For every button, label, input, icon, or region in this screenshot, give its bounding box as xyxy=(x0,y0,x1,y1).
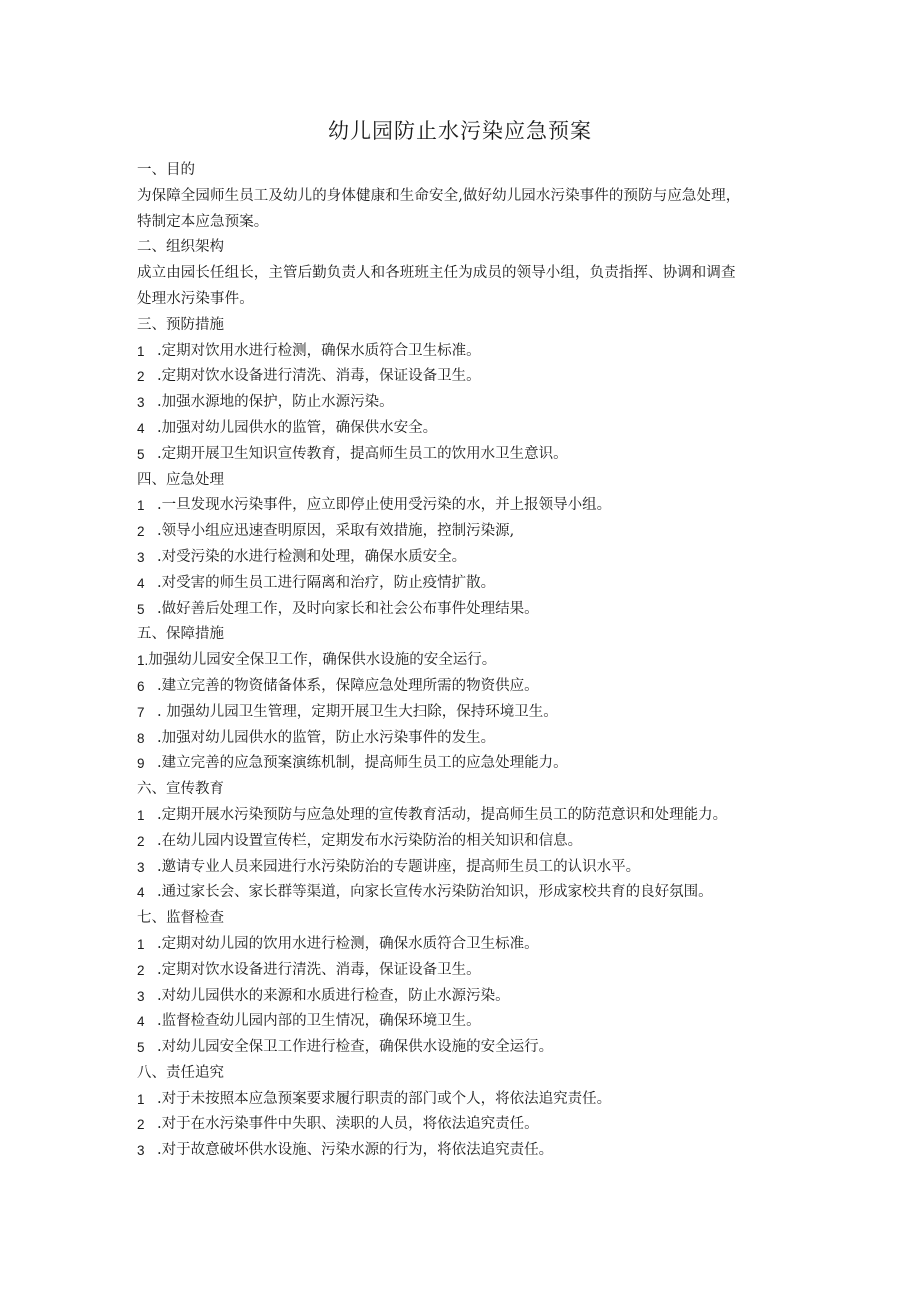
list-item-number: 1. xyxy=(137,653,149,669)
list-item-number: 2 xyxy=(137,833,145,849)
list-item-text: .定期对饮水设备进行清洗、消毒，保证设备卫生。 xyxy=(157,368,481,385)
list-item xyxy=(137,493,787,519)
list-item xyxy=(137,984,787,1010)
list-item-number: 3 xyxy=(137,395,145,411)
list-item-text: .定期对饮用水进行检测，确保水质符合卫生标准。 xyxy=(157,342,481,359)
section-heading: 二、组织架构 xyxy=(137,239,224,256)
list-item-text: .对受害的师生员工进行隔离和治疗，防止疫情扩散。 xyxy=(157,574,496,591)
list-item-text: .加强对幼儿园供水的监管，确保供水安全。 xyxy=(157,419,438,436)
list-item-text: .对受污染的水进行检测和处理，确保水质安全。 xyxy=(157,548,467,565)
list-item-text: .定期对饮水设备进行清洗、消毒，保证设备卫生。 xyxy=(157,961,481,978)
list-item xyxy=(137,932,787,958)
list-item-number: 4 xyxy=(137,420,145,436)
list-item-text: .领导小组应迅速查明原因，采取有效措施，控制污染源, xyxy=(157,523,515,540)
list-item xyxy=(137,829,787,855)
list-item-number: 3 xyxy=(137,549,145,565)
list-item xyxy=(137,803,787,829)
list-item xyxy=(137,1035,787,1061)
list-item xyxy=(137,751,787,777)
list-item-number: 1 xyxy=(137,343,145,359)
list-item-number: 9 xyxy=(137,756,145,772)
list-item-text: .对于未按照本应急预案要求履行职责的部门或个人，将依法追究责任。 xyxy=(157,1090,612,1107)
list-item xyxy=(137,597,787,623)
list-item-number: 2 xyxy=(137,962,145,978)
list-item-text: .建立完善的物资储备体系，保障应急处理所需的物资供应。 xyxy=(157,677,539,694)
list-item xyxy=(137,700,787,726)
list-item-number: 4 xyxy=(137,885,145,901)
list-item xyxy=(137,674,787,700)
list-item xyxy=(137,1009,787,1035)
list-item xyxy=(137,571,787,597)
list-item xyxy=(137,390,787,416)
list-item-text: .定期开展水污染预防与应急处理的宣传教育活动，提高师生员工的防范意识和处理能力。 xyxy=(157,806,728,823)
list-item-text: .对于在水污染事件中失职、渎职的人员，将依法追究责任。 xyxy=(157,1116,539,1133)
list-item xyxy=(137,1138,787,1164)
list-item-text: .定期对幼儿园的饮用水进行检测，确保水质符合卫生标准。 xyxy=(157,935,539,952)
list-item-text: .加强水源地的保护，防止水源污染。 xyxy=(157,394,394,411)
list-item-number: 3 xyxy=(137,988,145,1004)
list-item-text: .监督检查幼儿园内部的卫生情况，确保环境卫生。 xyxy=(157,1013,481,1030)
list-item xyxy=(137,416,787,442)
document-body xyxy=(137,158,787,1164)
list-item xyxy=(137,442,787,468)
list-item xyxy=(137,364,787,390)
list-item xyxy=(137,648,787,674)
list-item-text: .通过家长会、家长群等渠道，向家长宣传水污染防治知识，形成家校共育的良好氛围。 xyxy=(157,884,713,901)
section-paragraph-line: 成立由园长任组长，主管后勤负责人和各班班主任为成员的领导小组，负责指挥、协调和调查 xyxy=(137,265,736,282)
list-item-text: .对幼儿园安全保卫工作进行检查，确保供水设施的安全运行。 xyxy=(157,1039,554,1056)
list-item-text: . 加强幼儿园卫生管理，定期开展卫生大扫除，保持环境卫生。 xyxy=(157,703,558,720)
document-title: 幼儿园防止水污染应急预案 xyxy=(328,119,592,143)
section-heading: 一、目的 xyxy=(137,162,195,178)
list-item-number: 6 xyxy=(137,678,145,694)
section-heading: 六、宣传教育 xyxy=(137,781,224,798)
list-item-text: .邀请专业人员来园进行水污染防治的专题讲座，提高师生员工的认识水平。 xyxy=(157,858,641,875)
list-item-number: 1 xyxy=(137,1091,145,1107)
list-item-text: .做好善后处理工作，及时向家长和社会公布事件处理结果。 xyxy=(157,600,539,617)
section-heading: 五、保障措施 xyxy=(137,626,224,643)
section-paragraph-line: 特制定本应急预案。 xyxy=(137,213,269,230)
list-item-number: 3 xyxy=(137,1143,145,1159)
list-item-number: 4 xyxy=(137,575,145,591)
list-item-text: .对幼儿园供水的来源和水质进行检查，防止水源污染。 xyxy=(157,987,510,1004)
list-item-number: 3 xyxy=(137,859,145,875)
list-item-text: .在幼儿园内设置宣传栏，定期发布水污染防治的相关知识和信息。 xyxy=(157,832,583,849)
list-item-number: 2 xyxy=(137,1117,145,1133)
list-item-text: .建立完善的应急预案演练机制，提高师生员工的应急处理能力。 xyxy=(157,755,568,772)
list-item xyxy=(137,1087,787,1113)
list-item xyxy=(137,1112,787,1138)
list-item xyxy=(137,855,787,881)
list-item-number: 1 xyxy=(137,498,145,514)
list-item-number: 1 xyxy=(137,936,145,952)
section-heading: 七、监督检查 xyxy=(137,910,224,927)
list-item-text: .定期开展卫生知识宣传教育，提高师生员工的饮用水卫生意识。 xyxy=(157,445,568,462)
list-item-number: 5 xyxy=(137,446,145,462)
list-item-number: 2 xyxy=(137,524,145,540)
list-item xyxy=(137,958,787,984)
list-item-number: 2 xyxy=(137,369,145,385)
list-item-text: .一旦发现水污染事件，应立即停止使用受污染的水，并上报领导小组。 xyxy=(157,497,612,514)
list-item-text: .加强对幼儿园供水的监管，防止水污染事件的发生。 xyxy=(157,729,496,746)
list-item xyxy=(137,726,787,752)
section-paragraph-line: 为保障全园师生员工及幼儿的身体健康和生命安全,做好幼儿园水污染事件的预防与应急处理， xyxy=(137,187,741,204)
list-item-number: 4 xyxy=(137,1014,145,1030)
list-item-number: 5 xyxy=(137,601,145,617)
list-item xyxy=(137,519,787,545)
list-item xyxy=(137,880,787,906)
list-item-text: 加强幼儿园安全保卫工作，确保供水设施的安全运行。 xyxy=(148,652,497,669)
list-item xyxy=(137,339,787,365)
section-heading: 八、责任追究 xyxy=(137,1064,224,1081)
section-heading: 三、预防措施 xyxy=(137,316,224,333)
list-item-number: 1 xyxy=(137,807,145,823)
list-item-number: 7 xyxy=(137,704,145,720)
list-item-text: .对于故意破坏供水设施、污染水源的行为，将依法追究责任。 xyxy=(157,1142,554,1159)
list-item-number: 8 xyxy=(137,730,145,746)
list-item xyxy=(137,545,787,571)
list-item-number: 5 xyxy=(137,1040,145,1056)
section-paragraph-line: 处理水污染事件。 xyxy=(137,290,254,307)
section-heading: 四、应急处理 xyxy=(137,471,224,488)
